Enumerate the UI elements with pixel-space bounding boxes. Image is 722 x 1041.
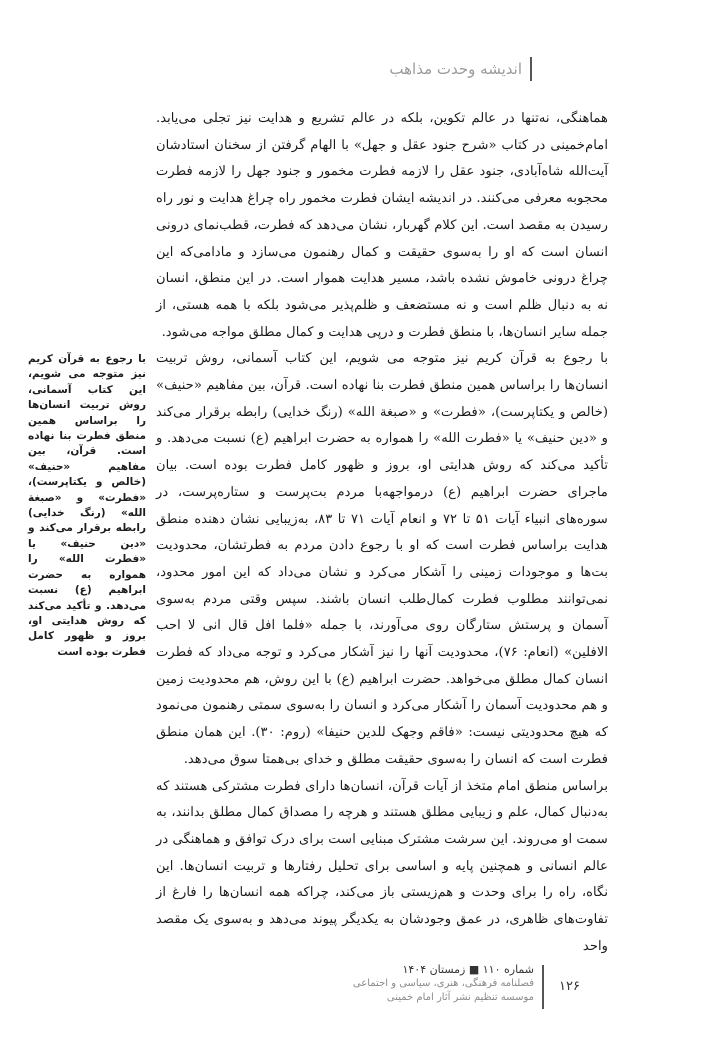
body-paragraph-2: با رجوع به قرآن کریم نیز متوجه می شویم، این کتاب آسمانی، روش تربیت انسان‌ها را براساس همین منطق فطرت بنا نهاده است. قرآن، بین مفاهیم «حنیف» (خالص و یکتاپرست)، «فطرت» و «صبغة الله» (رنگ خدایی) رابطه برقرار می‌کند و «دین حنیف» یا «فطرت الله» را همواره به حضرت ابراهیم (ع) نسبت می‌دهد. و تأکید می‌کند که روش هدایتی او، بروز و ظهور کامل فطرت بوده است. بیان ماجرای حضرت ابراهیم (ع) درمواجهه‌با مردم بت‌پرست و ستاره‌پرست، در سوره‌های انبیاء آیات ۵۱ تا ۷۲ و انعام آیات ۷۱ تا ۸۳، به‌زیبایی نشان دهنده منطق هدایت براساس فطرت است که او با رجوع دادن مردم به فطرتشان، محدودیت بت‌ها و موجودات زمینی را آشکار می‌کرد و نشان می‌داد که این امور محدود، نمی‌توانند مطلوب فطرت کمال‌طلب انسان باشند. سپس وقتی مردم به‌سوی آسمان و پرستش ستارگان روی می‌آورند، با جمله «فلما افل قال انی لا احب الافلین» (انعام: ۷۶)، محدودیت آنها را نیز آشکار می‌کرد و توجه می‌داد که فطرت انسان کمال مطلق می‌خواهد. حضرت ابراهیم (ع) با این روش، هم محدودیت زمین و هم محدودیت آسمان را آشکار می‌کرد و انسان را به‌سوی سمتی رهنمون می‌نمود که هیچ محدودیتی نیست: «فاقم وجهک للدین حنیفا» (روم: ۳۰). این همان منطق فطرت است که انسان را به‌سوی حقیقت مطلق و خدای بی‌همتا سوق می‌دهد. [156,351,609,767]
body-paragraph-3: براساس منطق امام متخذ از آیات قرآن، انسان‌ها دارای فطرت مشترکی هستند که به‌دنبال کمال، علم و زیبایی مطلق هستند و هرچه را مصداق کمال مطلق بدانند، به سمت او می‌روند. این سرشت مشترک مبنایی است برای درک توافق و هماهنگی در عالم انسانی و همچنین پایه و اساسی برای تحلیل رفتارها و تربیت انسان‌ها. این نگاه، راه را برای وحدت و هم‌زیستی باز می‌کند، چراکه همه انسان‌ها را فارغ از تفاوت‌های ظاهری، در عمق وجودشان به یکدیگر پیوند می‌دهد و به‌سوی یک مقصد واحد [156,778,608,954]
footer-bar [542,965,544,1009]
page-footer [353,963,544,1009]
main-text [156,106,608,961]
running-head [389,56,532,82]
page-number: ۱۲۶ [559,979,580,994]
running-head-title: اندیشه وحدت مذاهب [389,60,522,78]
running-head-bar [530,57,532,81]
footer-journal: فصلنامه فرهنگی، هنری، سیاسی و اجتماعی [352,978,534,989]
body-paragraph-1: هماهنگی، نه‌تنها در عالم تکوین، بلکه در عالم تشریع و هدایت نیز تجلی می‌یابد. امام‌خمینی در کتاب «شرح جنود عقل و جهل» با الهام گرفتن از سخنان استادشان آیت‌الله شاه‌آبادی، جنود عقل را لازمه فطرت مخمور و جنود جهل را لازمه فطرت محجوبه معرفی می‌کنند. در اندیشه ایشان فطرت مخمور راه چراغ هدایت و نور راه رسیدن به مقصد است. این کلام گهربار، نشان می‌دهد که فطرت، قطب‌نمای درونی انسان است که او را به‌سوی حقیقت و کمال رهنمون می‌سازد و مادامی‌که این چراغ درونی خاموش نشده باشد، مسیر هدایت هموار است. در این منطق، انسان نه به دنبال ظلم است و نه مستضعف و ظلم‌پذیر می‌شود بلکه با همه هستی، از جمله سایر انسان‌ها، با منطق فطرت و درپی هدایت و کمال مطلق مواجه می‌شود. [156,111,608,340]
footer-publisher: موسسه تنظیم نشر آثار امام خمینی [386,992,534,1003]
sidebar-pull-quote: با رجوع به قرآن کریم نیز متوجه می شویم، این کتاب آسمانی، روش تربیت انسان‌ها را براساس همین منطق فطرت بنا نهاده است. قرآن، بین مفاهیم «حنیف» (خالص و یکتاپرست)، «فطرت» و «صبغة الله» (رنگ خدایی) رابطه برقرار می‌کند و «دین حنیف» یا «فطرت الله» را همواره به حضرت ابراهیم (ع) نسبت می‌دهد. و تأکید می‌کند که روش هدایتی او، بروز و ظهور کامل فطرت بوده است [28,353,146,658]
footer-issue: شماره ۱۱۰ ■ زمستان ۱۴۰۴ [402,963,534,976]
